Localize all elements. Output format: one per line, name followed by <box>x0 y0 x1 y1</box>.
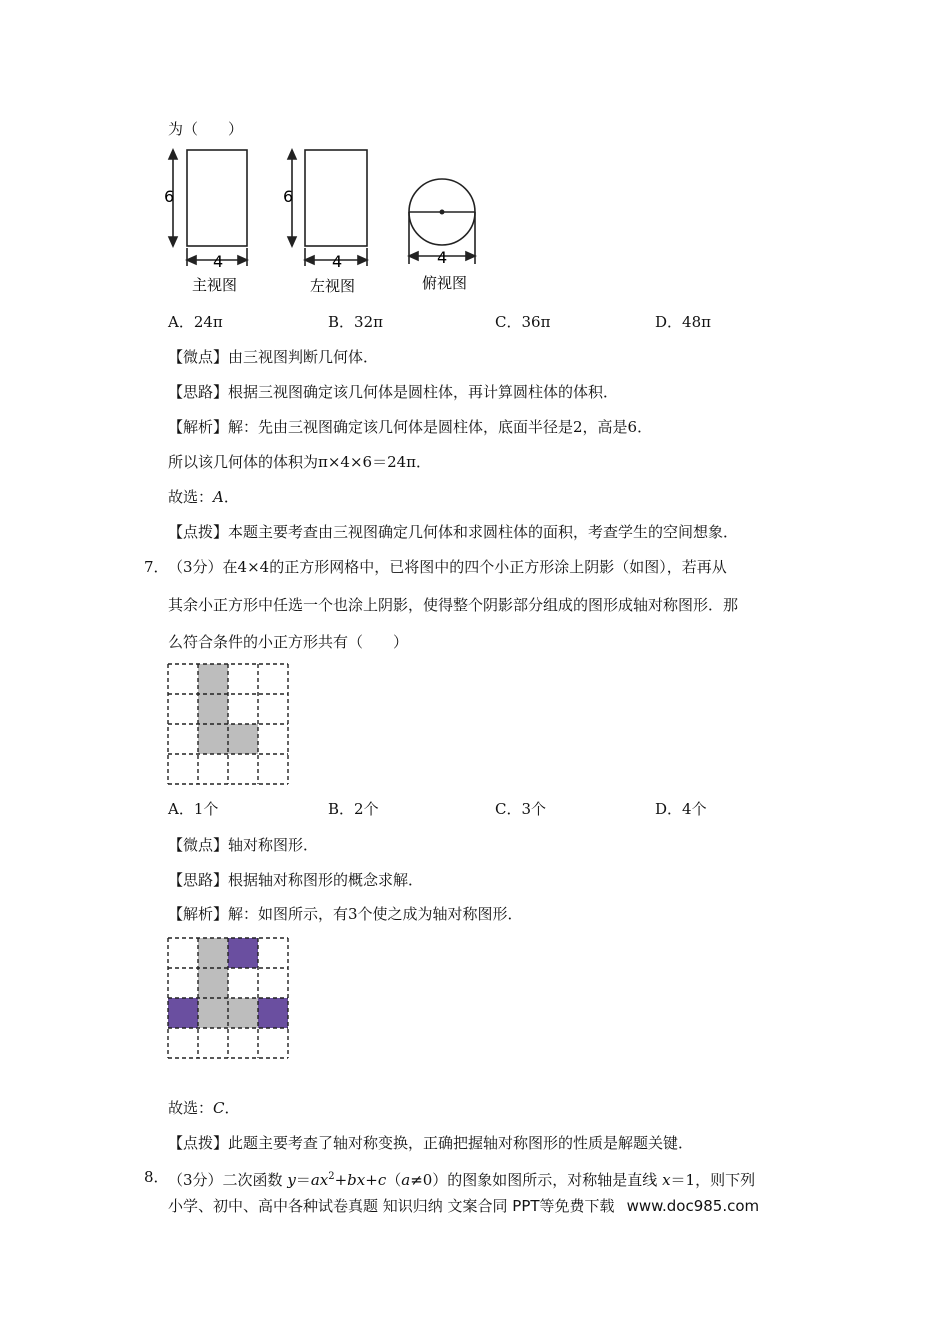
front-height-label: 6 <box>164 187 175 206</box>
q7-option-d: D．4个 <box>655 800 707 818</box>
q7-option-c: C．3个 <box>495 800 547 818</box>
shaded-cell <box>198 694 228 724</box>
q7-number: 7． <box>144 558 169 576</box>
stem-part: + <box>365 1171 378 1189</box>
q6-stem-tail: 为（ ） <box>168 120 244 138</box>
q6-answer <box>168 487 239 507</box>
left-view-rect <box>305 150 367 246</box>
q7-stem-line-1: （3分）在4×4的正方形网格中，已将图中的四个小正方形涂上阴影（如图），若再从 <box>168 558 727 576</box>
q7-silu: 【思路】根据轴对称图形的概念求解． <box>168 871 424 889</box>
front-view-rect <box>187 150 247 246</box>
stem-part: （3分）二次函数 <box>168 1171 288 1189</box>
q7-stem-line-2: 其余小正方形中任选一个也涂上阴影，使得整个阴影部分组成的图形成轴对称图形．那 <box>168 596 739 614</box>
shaded-cell <box>198 938 228 968</box>
q7-stem-line-3: 么符合条件的小正方形共有（ ） <box>168 633 409 651</box>
added-cell <box>168 998 198 1028</box>
stem-part: y <box>287 1171 296 1189</box>
stem-part: ＝ <box>295 1171 311 1189</box>
q6-dianbo: 【点拨】本题主要考查由三视图确定几何体和求圆柱体的面积，考查学生的空间想象． <box>168 523 739 541</box>
q7-grid-figure <box>166 662 290 786</box>
stem-part: bx <box>347 1171 366 1189</box>
three-views-figure <box>160 144 490 299</box>
q6-option-d: D．48π <box>655 313 711 331</box>
q6-silu: 【思路】根据三视图确定该几何体是圆柱体，再计算圆柱体的体积． <box>168 383 619 401</box>
shaded-cell <box>198 968 228 998</box>
shaded-cell <box>198 664 228 694</box>
answer-prefix: 故选： <box>168 1099 214 1117</box>
page-footer <box>168 1196 759 1216</box>
answer-letter: C <box>213 1099 225 1117</box>
stem-part: （ <box>386 1171 402 1189</box>
q6-jiexi-2: 所以该几何体的体积为π×4×6＝24π． <box>168 453 432 471</box>
q6-weidian: 【微点】由三视图判断几何体． <box>168 348 379 366</box>
top-view-caption: 俯视图 <box>422 274 468 292</box>
q7-option-a: A．1个 <box>168 800 219 818</box>
shaded-cell <box>228 724 258 754</box>
top-width-label: 4 <box>437 248 448 267</box>
footer-url[interactable]: www.doc985.com <box>626 1197 760 1215</box>
q6-option-c: C．36π <box>495 313 551 331</box>
q6-option-a: A．24π <box>168 313 223 331</box>
q7-jiexi: 【解析】解：如图所示，有3个使之成为轴对称图形． <box>168 905 523 923</box>
front-view-caption: 主视图 <box>192 276 238 294</box>
shaded-cell <box>198 724 228 754</box>
answer-prefix: 故选： <box>168 488 214 506</box>
shaded-cell <box>228 998 258 1028</box>
shaded-cell <box>198 998 228 1028</box>
stem-part: x <box>662 1171 671 1189</box>
footer-text: 小学、初中、高中各种试卷真题 知识归纳 文案合同 PPT等免费下载 <box>168 1197 615 1215</box>
stem-part: c <box>377 1171 387 1189</box>
q6-jiexi: 【解析】解：先由三视图确定该几何体是圆柱体，底面半径是2，高是6． <box>168 418 653 436</box>
stem-part: ≠0）的图象如图所示，对称轴是直线 <box>410 1171 663 1189</box>
front-width-label: 4 <box>213 252 224 271</box>
answer-suffix: ． <box>224 1099 240 1117</box>
q7-weidian: 【微点】轴对称图形． <box>168 836 319 854</box>
q6-option-b: B．32π <box>328 313 383 331</box>
left-height-label: 6 <box>283 187 294 206</box>
left-width-label: 4 <box>332 252 343 271</box>
answer-letter: A <box>213 488 224 506</box>
stem-exponent: 2 <box>328 1171 335 1182</box>
stem-part: ax <box>310 1171 329 1189</box>
q7-answer <box>168 1098 240 1118</box>
q7-option-b: B．2个 <box>328 800 379 818</box>
left-view-caption: 左视图 <box>310 277 356 295</box>
added-cell <box>258 998 288 1028</box>
stem-part: + <box>334 1171 348 1189</box>
q8-number: 8． <box>144 1168 169 1186</box>
q7-answer-grid-figure <box>166 936 290 1060</box>
added-cell <box>228 938 258 968</box>
answer-suffix: ． <box>223 488 239 506</box>
q7-dianbo: 【点拨】此题主要考查了轴对称变换，正确把握轴对称图形的性质是解题关键． <box>168 1134 694 1152</box>
stem-part: ＝1，则下列 <box>670 1171 756 1189</box>
stem-part: a <box>401 1171 411 1189</box>
q8-stem <box>168 1167 755 1190</box>
